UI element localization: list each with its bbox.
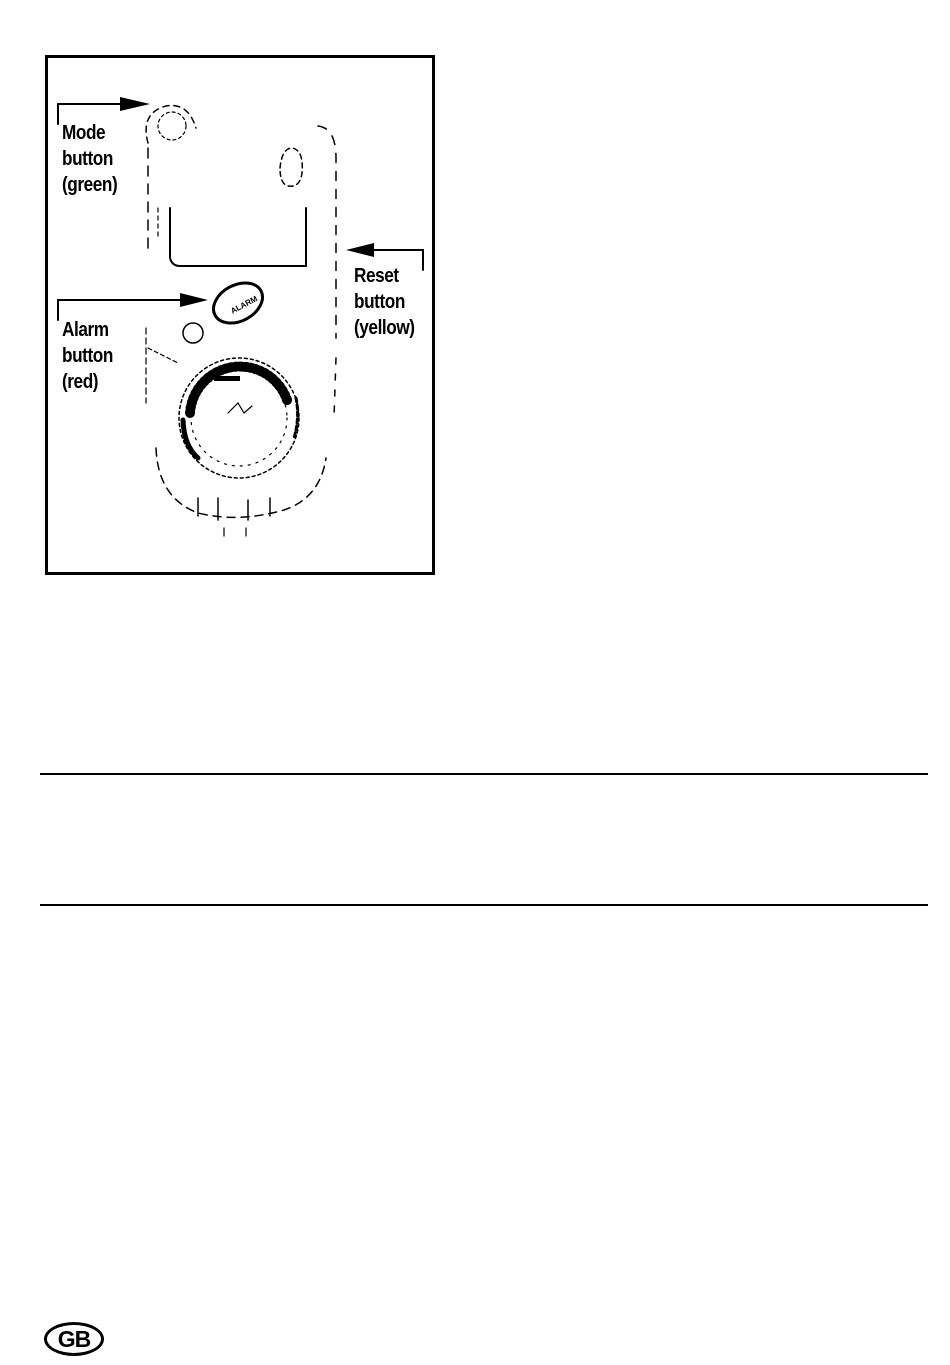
country-code-badge bbox=[44, 1322, 104, 1356]
mode-callout-line-1: Mode bbox=[62, 122, 106, 144]
reset-callout-line-2: button bbox=[354, 291, 405, 313]
svg-text:ALARM: ALARM bbox=[229, 294, 259, 316]
reset-callout-line-3: (yellow) bbox=[354, 317, 415, 339]
reset-callout-line-1: Reset bbox=[354, 265, 399, 287]
alarm-callout-line-3: (red) bbox=[62, 371, 99, 393]
mode-button-callout bbox=[62, 120, 117, 198]
mode-callout-line-2: button bbox=[62, 148, 113, 170]
section-divider-top bbox=[40, 773, 928, 775]
alarm-button-callout bbox=[62, 317, 113, 395]
section-divider-bottom bbox=[40, 904, 928, 906]
country-code-label: GB bbox=[57, 1325, 91, 1352]
alarm-callout-line-1: Alarm bbox=[62, 319, 109, 341]
mode-callout-line-3: (green) bbox=[62, 174, 118, 196]
alarm-callout-line-2: button bbox=[62, 345, 113, 367]
device-diagram-figure bbox=[45, 55, 435, 575]
reset-button-callout bbox=[354, 263, 415, 341]
